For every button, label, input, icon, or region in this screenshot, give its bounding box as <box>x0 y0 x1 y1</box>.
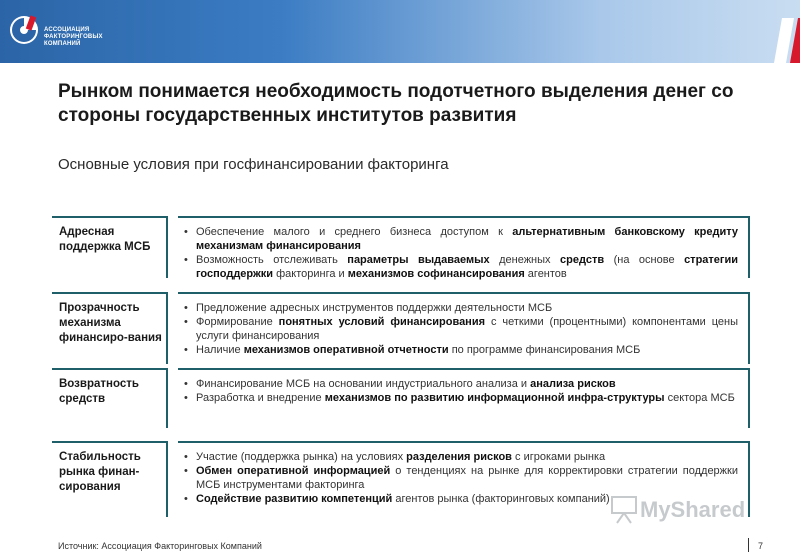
bullet-text-bold: механизмов по развитию информационной инфра-структуры <box>324 392 665 404</box>
footer-source: Источник: Ассоциация Факторинговых Компаний <box>58 541 262 551</box>
bullet-text: Финансирование МСБ на основании индустриального анализа и <box>196 378 531 390</box>
row-body <box>178 292 750 364</box>
logo-line-2: ФАКТОРИНГОВЫХ <box>44 34 103 40</box>
bullet-item <box>182 464 738 492</box>
bullet-item <box>182 377 738 391</box>
bullet-text-bold: альтернативным банковскому кредиту механизмам финансирования <box>196 226 738 252</box>
condition-row <box>52 292 752 364</box>
bullet-text: сектора МСБ <box>664 392 735 404</box>
watermark-text: MyShared <box>640 497 746 522</box>
bullet-text-bold: стратегии господдержки <box>196 254 739 280</box>
row-label: Стабильность рынка финан-сирования <box>52 441 168 517</box>
bullet-text: с четкими (процентными) компонентами цены услуги финансирования <box>196 316 739 342</box>
bullet-item <box>182 225 738 253</box>
bullet-text: Разработка и внедрение <box>196 392 325 404</box>
row-label: Прозрачность механизма финансиро-вания <box>52 292 168 364</box>
bullet-text: агентов рынка (факторинговых компаний) <box>392 493 610 505</box>
bullet-text-bold: Содействие развитию компетенций <box>196 493 393 505</box>
corner-stripes-icon <box>760 18 800 63</box>
bullet-text-bold: параметры выдаваемых <box>347 254 490 266</box>
row-body <box>178 216 750 278</box>
row-label: Возвратность средств <box>52 368 168 428</box>
bullet-item <box>182 343 738 357</box>
condition-row <box>52 216 752 278</box>
slide-subtitle: Основные условия при госфинансировании факторинга <box>58 156 449 173</box>
bullet-text: Формирование <box>196 316 279 328</box>
bullet-text-bold: средств <box>560 254 605 266</box>
page-number: 7 <box>758 541 764 551</box>
bullet-text-bold: анализа рисков <box>530 378 616 390</box>
bullet-text: Наличие <box>196 344 244 356</box>
bullet-text: Участие (поддержка рынка) на условиях <box>196 451 407 463</box>
logo-line-1: АССОЦИАЦИЯ <box>44 27 90 33</box>
logo-line-3: КОМПАНИЙ <box>44 41 81 47</box>
bullet-text: с игроками рынка <box>511 451 606 463</box>
row-body <box>178 368 750 428</box>
afk-logo-icon <box>8 10 40 50</box>
bullet-text-bold: разделения рисков <box>406 451 512 463</box>
bullet-item <box>182 301 738 315</box>
bullet-text: Возможность отслеживать <box>196 254 348 266</box>
presentation-board-icon <box>610 495 638 525</box>
bullet-item <box>182 253 738 281</box>
condition-row <box>52 368 752 428</box>
logo-text <box>44 27 124 48</box>
bullet-text-bold: Обмен оперативной информацией <box>196 465 391 477</box>
bullet-text: факторинга и <box>273 268 348 280</box>
bullet-text: Обеспечение малого и среднего бизнеса доступом к <box>196 226 513 238</box>
footer-divider <box>748 538 749 552</box>
bullet-text: денежных <box>489 254 561 266</box>
bullet-text: (на основе <box>604 254 685 266</box>
bullet-text: агентов <box>524 268 567 280</box>
bullet-text-bold: понятных условий финансирования <box>278 316 486 328</box>
bullet-text-bold: механизмов оперативной отчетности <box>243 344 449 356</box>
bullet-text: о тенденциях на рынке для корректировки стратегии поддержки МСБ инструментами факторинга <box>196 465 738 491</box>
watermark <box>610 490 745 530</box>
bullet-text: Предложение адресных инструментов поддержки деятельности МСБ <box>196 302 553 314</box>
bullet-item <box>182 391 738 405</box>
bullet-text-bold: механизмов софинансирования <box>347 268 525 280</box>
bullet-text: по программе финансирования МСБ <box>448 344 641 356</box>
header-band <box>0 0 800 63</box>
row-label: Адресная поддержка МСБ <box>52 216 168 278</box>
slide-title: Рынком понимается необходимость подотчетного выделения денег со стороны государственных институтов развития <box>58 81 734 126</box>
bullet-item <box>182 450 738 464</box>
bullet-item <box>182 315 738 343</box>
